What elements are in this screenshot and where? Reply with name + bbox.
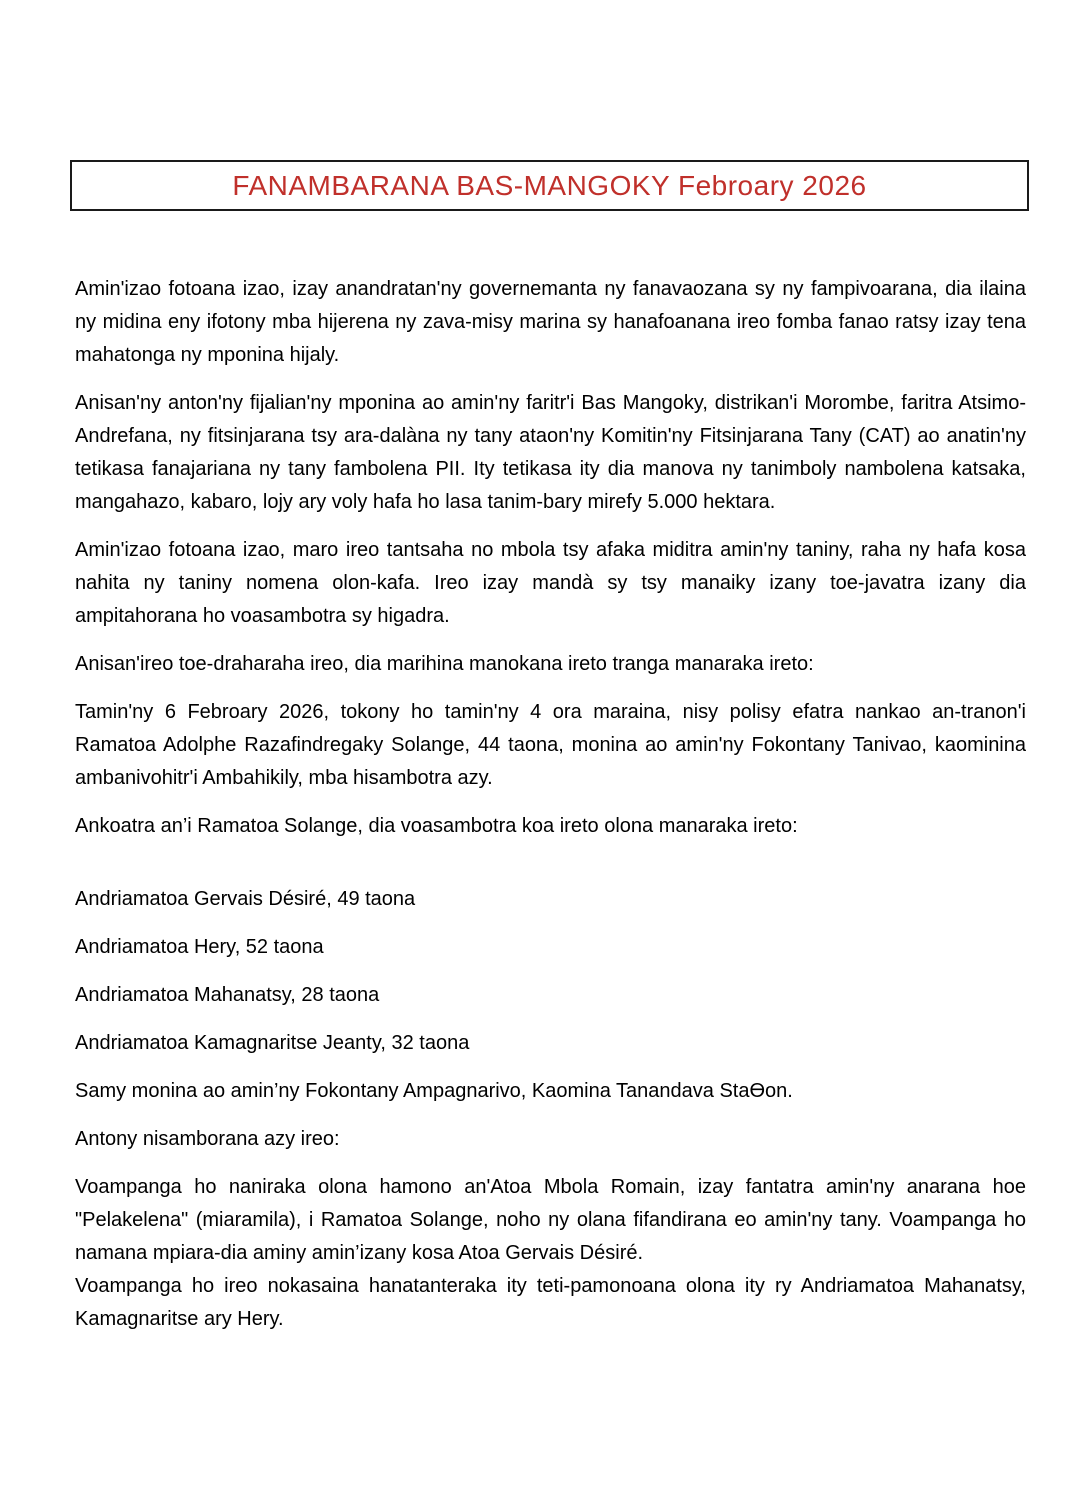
paragraph-cases-intro: Anisan'ireo toe-draharaha ireo, dia marihina manokana ireto tranga manaraka ireto:	[75, 653, 814, 675]
document-title: FANAMBARANA BAS-MANGOKY Febroary 2026	[232, 169, 867, 201]
title-box	[70, 160, 1029, 211]
list-item-person-4: Andriamatoa Kamagnaritse Jeanty, 32 taona	[75, 1032, 470, 1054]
list-item-person-1: Andriamatoa Gervais Désiré, 49 taona	[75, 888, 416, 910]
list-item-person-2: Andriamatoa Hery, 52 taona	[75, 936, 324, 958]
document-body	[75, 273, 1026, 1336]
paragraph-reason-heading: Antony nisamborana azy ireo:	[75, 1128, 340, 1150]
paragraph-also-arrested-intro: Ankoatra an’i Ramatoa Solange, dia voasambotra koa ireto olona manaraka ireto:	[75, 815, 798, 837]
paragraph-arrest-event: Tamin'ny 6 Febroary 2026, tokony ho tamin'ny 4 ora maraina, nisy polisy efatra nankao an-tranon'i Ramatoa Adolphe Razafindregaky Solange, 44 taona, monina ao amin'ny Fokontany Tanivao, kaominina ambanivohitr'i Ambahikily, mba hisambotra azy.	[75, 701, 1026, 789]
paragraph-accusation-2: Voampanga ho ireo nokasaina hanatanteraka ity teti-pamonoana olona ity ry Andriamatoa Mahanatsy, Kamagnaritse ary Hery.	[75, 1275, 1026, 1330]
paragraph-residence: Samy monina ao amin’ny Fokontany Ampagnarivo, Kaomina Tanandava StaƟon.	[75, 1080, 793, 1102]
paragraph-farmers-situation: Amin'izao fotoana izao, maro ireo tantsaha no mbola tsy afaka miditra amin'ny taniny, raha ny hafa kosa nahita ny taniny nomena olon-kafa. Ireo izay mandà sy tsy manaiky izany toe-javatra izany dia ampitahorana ho voasambotra sy higadra.	[75, 539, 1026, 627]
paragraph-land-context: Anisan'ny anton'ny fijalian'ny mponina ao amin'ny faritr'i Bas Mangoky, distrikan'i Morombe, faritra Atsimo-Andrefana, ny fitsinjarana tsy ara-dalàna ny tany ataon'ny Komitin'ny Fitsinjarana Tany (CAT) ao anatin'ny tetikasa fanajariana ny tany fambolena PII. Ity tetikasa ity dia manova ny tanimboly nambolena katsaka, mangahazo, kabaro, lojy ary voly hafa ho lasa tanim-bary mirefy 5.000 hektara.	[75, 392, 1026, 513]
paragraph-intro: Amin'izao fotoana izao, izay anandratan'ny governemanta ny fanavaozana sy ny fampivoarana, dia ilaina ny midina eny ifotony mba hijerena ny zava-misy marina sy hanafoanana ireo fomba fanao ratsy izay tena mahatonga ny mponina hijaly.	[75, 278, 1026, 366]
paragraph-accusation-1: Voampanga ho naniraka olona hamono an'Atoa Mbola Romain, izay fantatra amin'ny anarana hoe "Pelakelena" (miaramila), i Ramatoa Solange, noho ny olana fifandirana eo amin'ny tany. Voampanga ho namana mpiara-dia aminy amin’izany kosa Atoa Gervais Désiré.	[75, 1176, 1026, 1264]
list-item-person-3: Andriamatoa Mahanatsy, 28 taona	[75, 984, 380, 1006]
